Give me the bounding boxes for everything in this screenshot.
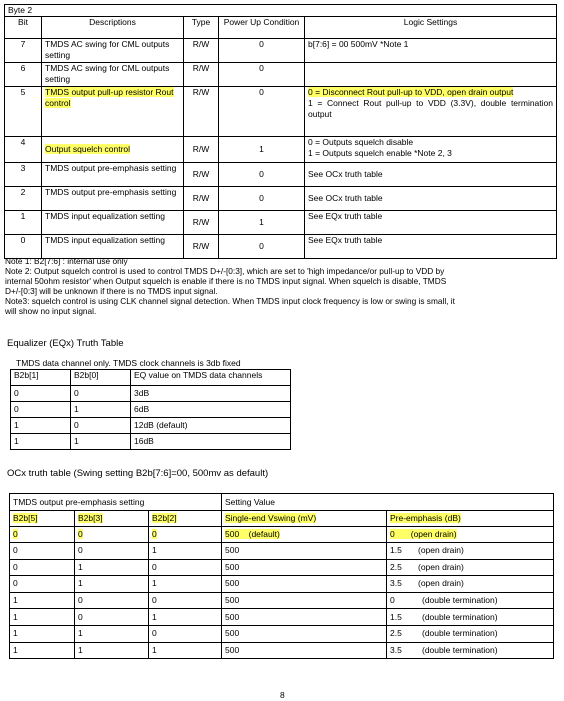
table-row — [10, 576, 554, 593]
eq-header: B2b[0] — [71, 370, 131, 386]
logic-text: 1 = Outputs squelch enable *Note 2, 3 — [308, 148, 452, 158]
type-cell: R/W — [184, 235, 219, 259]
oc-cell-text: 0 — [13, 529, 18, 539]
note-3-line2: will show no input signal. — [5, 306, 97, 316]
logic-cell — [305, 87, 557, 137]
oc-cell-text: (open drain) — [410, 529, 457, 539]
oc-cell: 0 — [149, 625, 222, 642]
oc-cell-text: (double termination) — [422, 628, 498, 639]
oc-cell-text: 0 — [390, 529, 411, 539]
type-cell: R/W — [184, 211, 219, 235]
table-row — [10, 609, 554, 626]
oc-cell: 1 — [10, 609, 75, 626]
oc-header — [222, 511, 387, 527]
bit-cell: 6 — [5, 63, 42, 87]
oc-group-header: TMDS output pre-emphasis setting — [10, 494, 222, 511]
desc-cell: TMDS input equalization setting — [42, 211, 184, 235]
oc-cell — [149, 527, 222, 543]
oc-cell: 0 — [75, 592, 149, 609]
eq-cell: 1 — [71, 434, 131, 450]
oc-header — [387, 511, 554, 527]
logic-cell — [305, 137, 557, 163]
oc-cell-text: 2.5 — [390, 561, 402, 572]
desc-cell: TMDS output pre-emphasis setting — [42, 187, 184, 211]
oc-cell — [387, 576, 554, 593]
type-cell: R/W — [184, 39, 219, 63]
table-row — [10, 559, 554, 576]
type-cell: R/W — [184, 137, 219, 163]
oc-cell — [387, 559, 554, 576]
eq-cell: 3dB — [131, 386, 291, 402]
oc-cell: 1 — [10, 625, 75, 642]
eq-header: EQ value on TMDS data channels — [131, 370, 291, 386]
oc-cell: 500 — [222, 576, 387, 593]
oc-header-text: Single-end Vswing (mV) — [225, 513, 317, 523]
bit-cell: 7 — [5, 39, 42, 63]
table-row — [10, 625, 554, 642]
table-row — [5, 137, 557, 163]
power-up-cell: 1 — [219, 137, 305, 163]
table-row — [5, 63, 557, 87]
bit-cell: 5 — [5, 87, 42, 137]
oc-cell — [387, 592, 554, 609]
oc-cell-text: (double termination) — [422, 644, 498, 655]
header-power-up: Power Up Condition — [219, 17, 305, 39]
oc-group-header: Setting Value — [222, 494, 554, 511]
oc-header — [75, 511, 149, 527]
oc-cell-text: 3.5 — [390, 644, 402, 655]
eq-cell: 12dB (default) — [131, 418, 291, 434]
oc-header-text: B2b[3] — [78, 513, 103, 523]
note-3-line1: Note3: squelch control is using CLK channel signal detection. When TMDS input clock frequency is low or swing is small, it — [5, 296, 455, 306]
desc-cell — [42, 87, 184, 137]
oc-cell: 0 — [10, 543, 75, 560]
oc-truth-table — [9, 493, 554, 543]
logic-text: 1 = Connect Rout pull-up to VDD (3.3V), double termination output — [308, 98, 553, 119]
oc-cell: 1 — [149, 609, 222, 626]
desc-cell: TMDS AC swing for CML outputs setting — [42, 63, 184, 87]
logic-cell: b[7:6] = 00 500mV *Note 1 — [305, 39, 557, 63]
oc-header — [149, 511, 222, 527]
desc-cell: TMDS AC swing for CML outputs setting — [42, 39, 184, 63]
type-cell: R/W — [184, 187, 219, 211]
table-row — [11, 402, 291, 418]
power-up-cell: 0 — [219, 235, 305, 259]
oc-cell — [387, 642, 554, 659]
note-1: Note 1: B2[7:6] : internal use only — [5, 256, 128, 266]
oc-header — [10, 511, 75, 527]
oc-cell: 500 — [222, 592, 387, 609]
table-row — [5, 211, 557, 235]
note-2-line3: D+/-[0:3] will be unknown if there is no TMDS input signal. — [5, 286, 218, 296]
oc-header-text: Pre-emphasis (dB) — [390, 513, 461, 523]
oc-cell: 0 — [149, 592, 222, 609]
oc-table-title: OCx truth table (Swing setting B2b[7:6]=00, 500mv as default) — [7, 468, 269, 479]
eq-cell: 0 — [71, 386, 131, 402]
logic-cell: See EQx truth table — [305, 235, 557, 259]
oc-cell: 1 — [75, 559, 149, 576]
bit-cell: 4 — [5, 137, 42, 163]
eq-cell: 0 — [11, 386, 71, 402]
oc-header-text: B2b[5] — [13, 513, 38, 523]
oc-cell: 0 — [10, 576, 75, 593]
desc-cell: TMDS output pre-emphasis setting — [42, 163, 184, 187]
oc-cell-text: (open drain) — [418, 578, 464, 589]
power-up-cell: 0 — [219, 87, 305, 137]
power-up-cell: 0 — [219, 187, 305, 211]
eq-cell: 16dB — [131, 434, 291, 450]
eq-cell: 0 — [71, 418, 131, 434]
power-up-cell: 0 — [219, 39, 305, 63]
oc-cell-text: 0 — [152, 529, 157, 539]
eq-cell: 1 — [71, 402, 131, 418]
eq-header: B2b[1] — [11, 370, 71, 386]
eq-cell: 0 — [11, 402, 71, 418]
power-up-cell: 0 — [219, 63, 305, 87]
oc-cell: 0 — [75, 543, 149, 560]
table-row — [5, 163, 557, 187]
header-bit: Bit — [5, 17, 42, 39]
header-descriptions: Descriptions — [42, 17, 184, 39]
logic-cell — [305, 63, 557, 87]
oc-cell: 0 — [75, 609, 149, 626]
oc-cell-text: (open drain) — [418, 561, 464, 572]
type-cell: R/W — [184, 63, 219, 87]
header-logic-settings: Logic Settings — [305, 17, 557, 39]
table-row — [10, 642, 554, 659]
logic-cell: See OCx truth table — [305, 187, 557, 211]
oc-cell: 0 — [149, 559, 222, 576]
eq-cell: 1 — [11, 418, 71, 434]
highlighted-desc: Output squelch control — [45, 144, 131, 154]
oc-cell-text: (double termination) — [422, 611, 498, 622]
table-row — [11, 418, 291, 434]
table-row — [5, 235, 557, 259]
oc-cell — [75, 527, 149, 543]
oc-cell-text: 0 — [390, 595, 395, 606]
desc-cell — [42, 137, 184, 163]
note-2-line1: Note 2: Output squelch control is used to control TMDS D+/-[0:3], which are set to 'high impedance/or pull-up to VDD by — [5, 266, 445, 276]
highlighted-logic: 0 = Disconnect Rout pull-up to VDD, open drain output — [308, 87, 514, 97]
oc-header-text: B2b[2] — [152, 513, 177, 523]
byte2-register-table — [4, 4, 557, 259]
table-row-default — [10, 527, 554, 543]
table-row — [11, 434, 291, 450]
oc-cell: 1 — [75, 642, 149, 659]
oc-cell: 500 — [222, 543, 387, 560]
power-up-cell: 1 — [219, 211, 305, 235]
oc-cell: 1 — [149, 543, 222, 560]
table-row — [5, 87, 557, 137]
bit-cell: 0 — [5, 235, 42, 259]
oc-cell — [387, 527, 554, 543]
oc-cell — [387, 609, 554, 626]
header-type: Type — [184, 17, 219, 39]
oc-cell: 1 — [75, 576, 149, 593]
logic-cell: See EQx truth table — [305, 211, 557, 235]
table-row — [5, 187, 557, 211]
oc-cell: 1 — [149, 642, 222, 659]
page-number: 8 — [280, 690, 285, 700]
bit-cell: 1 — [5, 211, 42, 235]
oc-truth-table-rows — [9, 542, 554, 659]
oc-cell — [387, 543, 554, 560]
bit-cell: 2 — [5, 187, 42, 211]
oc-cell-text: (double termination) — [422, 595, 498, 606]
oc-cell: 500 — [222, 625, 387, 642]
eq-table-title: Equalizer (EQx) Truth Table — [7, 338, 124, 349]
oc-cell-text: 500 (default) — [225, 529, 280, 539]
table-row — [5, 39, 557, 63]
eq-cell: 1 — [11, 434, 71, 450]
oc-cell: 500 — [222, 642, 387, 659]
oc-cell-text: 1.5 — [390, 545, 402, 556]
oc-cell-text: (open drain) — [418, 545, 464, 556]
oc-cell: 500 — [222, 609, 387, 626]
oc-cell — [222, 527, 387, 543]
note-2-line2: internal 50ohm resistor' when Output squelch is enable if there is no TMDS input signal. When squelch is disable, TMDS — [5, 276, 447, 286]
oc-cell: 1 — [75, 625, 149, 642]
highlighted-desc: TMDS output pull-up resistor Rout control — [45, 87, 174, 108]
oc-cell: 1 — [10, 642, 75, 659]
eq-truth-table — [10, 369, 291, 450]
bit-cell: 3 — [5, 163, 42, 187]
oc-cell — [387, 625, 554, 642]
oc-cell-text: 1.5 — [390, 611, 402, 622]
eq-table-subtitle: TMDS data channel only. TMDS clock channels is 3db fixed — [16, 358, 241, 368]
oc-cell-text: 2.5 — [390, 628, 402, 639]
table-row — [10, 592, 554, 609]
type-cell: R/W — [184, 163, 219, 187]
table-row — [11, 386, 291, 402]
oc-cell-text: 3.5 — [390, 578, 402, 589]
oc-cell: 0 — [10, 559, 75, 576]
oc-cell: 1 — [10, 592, 75, 609]
type-cell: R/W — [184, 87, 219, 137]
power-up-cell: 0 — [219, 163, 305, 187]
logic-cell: See OCx truth table — [305, 163, 557, 187]
desc-cell: TMDS input equalization setting — [42, 235, 184, 259]
eq-cell: 6dB — [131, 402, 291, 418]
table-caption: Byte 2 — [5, 5, 557, 17]
oc-cell: 1 — [149, 576, 222, 593]
logic-text: 0 = Outputs squelch disable — [308, 137, 414, 147]
table-row — [10, 543, 554, 560]
oc-cell — [10, 527, 75, 543]
oc-cell-text: 0 — [78, 529, 83, 539]
oc-cell: 500 — [222, 559, 387, 576]
